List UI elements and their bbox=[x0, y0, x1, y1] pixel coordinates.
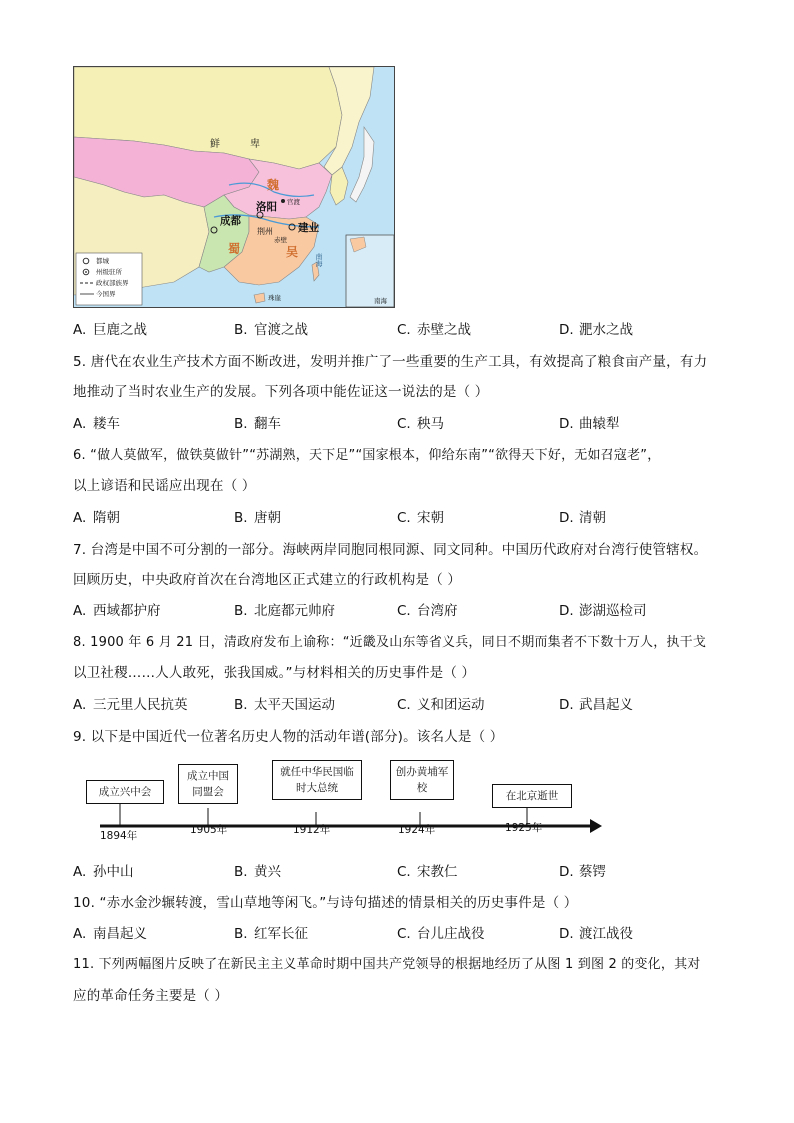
label-jingzhou: 荆州 bbox=[257, 227, 273, 236]
timeline-year-3: 1912年 bbox=[293, 824, 331, 836]
q4-option-c[interactable]: C. 赤壁之战 bbox=[397, 322, 471, 338]
q6-stem-line2: 以上谚语和民谣应出现在（ ） bbox=[73, 478, 256, 494]
q6-option-a[interactable]: A. 隋朝 bbox=[73, 510, 120, 526]
q7-stem-line1: 7. 台湾是中国不可分割的一部分。海峡两岸同胞同根同源、同文同种。中国历代政府对台湾行使管辖权。 bbox=[73, 542, 708, 558]
label-shu: 蜀 bbox=[228, 242, 241, 256]
label-wu: 吴 bbox=[286, 245, 299, 259]
q11-stem-line1: 11. 下列两幅图片反映了在新民主主义革命时期中国共产党领导的根据地经历了从图 1 到图 2 的变化，其对 bbox=[73, 957, 701, 972]
label-guandu: 官渡 bbox=[287, 198, 300, 206]
q9-option-d[interactable]: D. 蔡锷 bbox=[559, 864, 606, 880]
q5-stem-line2: 地推动了当时农业生产的发展。下列各项中能佐证这一说法的是（ ） bbox=[73, 384, 489, 400]
label-chengdu: 成都 bbox=[220, 215, 241, 227]
q9-timeline bbox=[80, 756, 610, 846]
timeline-year-5: 1925年 bbox=[505, 822, 543, 834]
q5-option-b[interactable]: B. 翻车 bbox=[234, 416, 281, 432]
q4-option-b[interactable]: B. 官渡之战 bbox=[234, 322, 308, 338]
guandu-marker bbox=[281, 199, 285, 203]
q7-option-c[interactable]: C. 台湾府 bbox=[397, 603, 458, 619]
q6-option-d[interactable]: D. 清朝 bbox=[559, 510, 606, 526]
legend-modern: 今国界 bbox=[96, 290, 116, 298]
legend-prefecture: 州级驻所 bbox=[96, 268, 122, 276]
q8-option-c[interactable]: C. 义和团运动 bbox=[397, 697, 485, 713]
q4-option-a[interactable]: A. 巨鹿之战 bbox=[73, 322, 147, 338]
q5-option-a[interactable]: A. 耧车 bbox=[73, 416, 120, 432]
q5-stem-line1: 5. 唐代在农业生产技术方面不断改进，发明并推广了一些重要的生产工具，有效提高了粮食亩产量，有力 bbox=[73, 354, 708, 370]
q10-option-a[interactable]: A. 南昌起义 bbox=[73, 926, 147, 942]
label-luoyang: 洛阳 bbox=[256, 201, 277, 213]
q8-option-a[interactable]: A. 三元里人民抗英 bbox=[73, 697, 188, 713]
timeline-year-4: 1924年 bbox=[398, 824, 436, 836]
timeline-year-1: 1894年 bbox=[100, 830, 138, 842]
label-wei: 魏 bbox=[267, 178, 280, 192]
q7-option-d[interactable]: D. 澎湖巡检司 bbox=[559, 603, 647, 619]
q4-option-d[interactable]: D. 淝水之战 bbox=[559, 322, 633, 338]
hainan-region bbox=[254, 293, 265, 303]
label-xianbei-1: 鲜 bbox=[210, 139, 220, 150]
q9-stem-line1: 9. 以下是中国近代一位著名历史人物的活动年谱(部分)。该名人是（ ） bbox=[73, 729, 504, 745]
q8-option-b[interactable]: B. 太平天国运动 bbox=[234, 697, 335, 713]
q8-stem-line2: 以卫社稷……人人敢死，张我国威。”与材料相关的历史事件是（ ） bbox=[73, 665, 476, 681]
q6-option-b[interactable]: B. 唐朝 bbox=[234, 510, 281, 526]
timeline-event-3: 就任中华民国临时大总统 bbox=[272, 760, 362, 800]
q5-option-d[interactable]: D. 曲辕犁 bbox=[559, 416, 620, 432]
q8-option-d[interactable]: D. 武昌起义 bbox=[559, 697, 633, 713]
q10-option-c[interactable]: C. 台儿庄战役 bbox=[397, 926, 485, 942]
legend-boundary: 政权部族界 bbox=[96, 279, 129, 287]
q10-stem-line1: 10. “赤水金沙辗转渡，雪山草地等闲飞。”与诗句描述的情景相关的历史事件是（ ） bbox=[73, 895, 578, 911]
q9-option-b[interactable]: B. 黄兴 bbox=[234, 864, 281, 880]
q9-option-a[interactable]: A. 孙中山 bbox=[73, 864, 134, 880]
q7-stem-line2: 回顾历史，中央政府首次在台湾地区正式建立的行政机构是（ ） bbox=[73, 572, 462, 588]
timeline-event-4: 创办黄埔军校 bbox=[390, 760, 454, 800]
timeline-event-5: 在北京逝世 bbox=[492, 784, 572, 808]
q10-option-d[interactable]: D. 渡江战役 bbox=[559, 926, 633, 942]
label-jianye: 建业 bbox=[298, 222, 319, 234]
timeline-event-1: 成立兴中会 bbox=[86, 780, 164, 804]
timeline-arrow bbox=[590, 819, 602, 833]
three-kingdoms-map bbox=[73, 66, 395, 308]
label-inset-nanhai: 南海 bbox=[374, 297, 387, 305]
q7-option-a[interactable]: A. 西域都护府 bbox=[73, 603, 161, 619]
q6-option-c[interactable]: C. 宋朝 bbox=[397, 510, 444, 526]
q6-stem-line1: 6. “做人莫做军，做铁莫做针”“苏湖熟，天下足”“国家根本，仰给东南”“欲得天下好，无如召寇老”， bbox=[73, 448, 661, 463]
q10-option-b[interactable]: B. 红军长征 bbox=[234, 926, 308, 942]
label-chibi: 赤壁 bbox=[274, 236, 287, 244]
label-zhuya: 珠崖 bbox=[268, 294, 281, 302]
legend-capital: 都城 bbox=[96, 257, 109, 265]
label-xianbei-2: 卑 bbox=[250, 139, 260, 150]
q5-option-c[interactable]: C. 秧马 bbox=[397, 416, 444, 432]
map-svg bbox=[74, 67, 394, 307]
timeline-year-2: 1905年 bbox=[190, 824, 228, 836]
timeline-event-2: 成立中国同盟会 bbox=[178, 764, 238, 804]
q7-option-b[interactable]: B. 北庭都元帅府 bbox=[234, 603, 335, 619]
q9-option-c[interactable]: C. 宋教仁 bbox=[397, 864, 458, 880]
q11-stem-line2: 应的革命任务主要是（ ） bbox=[73, 988, 229, 1004]
label-nanhai: 南海 bbox=[315, 253, 323, 267]
q8-stem-line1: 8. 1900 年 6 月 21 日，清政府发布上谕称：“近畿及山东等省义兵，同日不期而集者不下数十万人，执干戈 bbox=[73, 635, 707, 650]
